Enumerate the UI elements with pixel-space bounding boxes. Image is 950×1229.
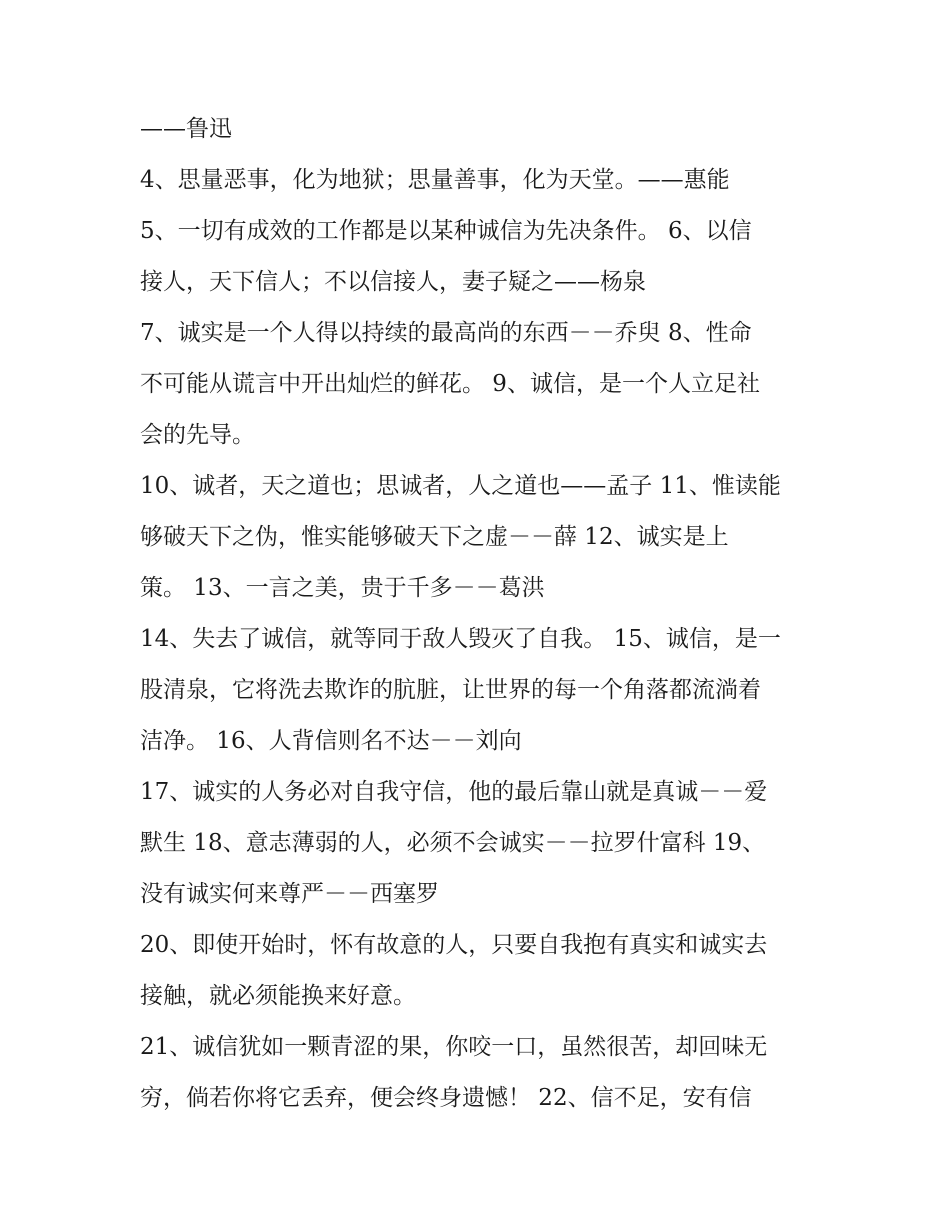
text-line: ——鲁迅 [140, 116, 232, 142]
text-line: 会的先导。 [140, 422, 255, 448]
text-line: 7、诚实是一个人得以持续的最高尚的东西－－乔臾 8、性命 [140, 320, 752, 346]
text-line: 20、即使开始时，怀有故意的人，只要自我抱有真实和诚实去 [140, 932, 768, 958]
text-line: 10、诚者，天之道也；思诚者，人之道也——孟子 11、惟读能 [140, 473, 781, 499]
text-line: 穷，倘若你将它丢弃，便会终身遗憾！ 22、信不足，安有信 [140, 1085, 752, 1111]
text-line: 21、诚信犹如一颗青涩的果，你咬一口，虽然很苦，却回味无 [140, 1034, 768, 1060]
text-line: 17、诚实的人务必对自我守信，他的最后靠山就是真诚－－爱 [140, 779, 768, 805]
text-line: 5、一切有成效的工作都是以某种诚信为先决条件。 6、以信 [140, 218, 752, 244]
text-line: 接人，天下信人；不以信接人，妻子疑之——杨泉 [140, 269, 646, 295]
text-line: 接触，就必须能换来好意。 [140, 983, 416, 1009]
text-line: 股清泉，它将洗去欺诈的肮脏，让世界的每一个角落都流淌着 [140, 677, 761, 703]
text-line: 没有诚实何来尊严－－西塞罗 [140, 881, 439, 907]
text-line: 14、失去了诚信，就等同于敌人毁灭了自我。 15、诚信，是一 [140, 626, 781, 652]
text-line: 策。 13、一言之美，贵于千多－－葛洪 [140, 575, 545, 601]
text-line: 洁净。 16、人背信则名不达－－刘向 [140, 728, 522, 754]
text-line: 够破天下之伪，惟实能够破天下之虚－－薛 12、诚实是上 [140, 524, 729, 550]
text-line: 4、思量恶事，化为地狱；思量善事，化为天堂。——惠能 [140, 167, 730, 193]
text-line: 不可能从谎言中开出灿烂的鲜花。 9、诚信，是一个人立足社 [140, 371, 760, 397]
quote-text-block [140, 104, 820, 1124]
text-line: 默生 18、意志薄弱的人，必须不会诚实－－拉罗什富科 19、 [140, 830, 766, 856]
